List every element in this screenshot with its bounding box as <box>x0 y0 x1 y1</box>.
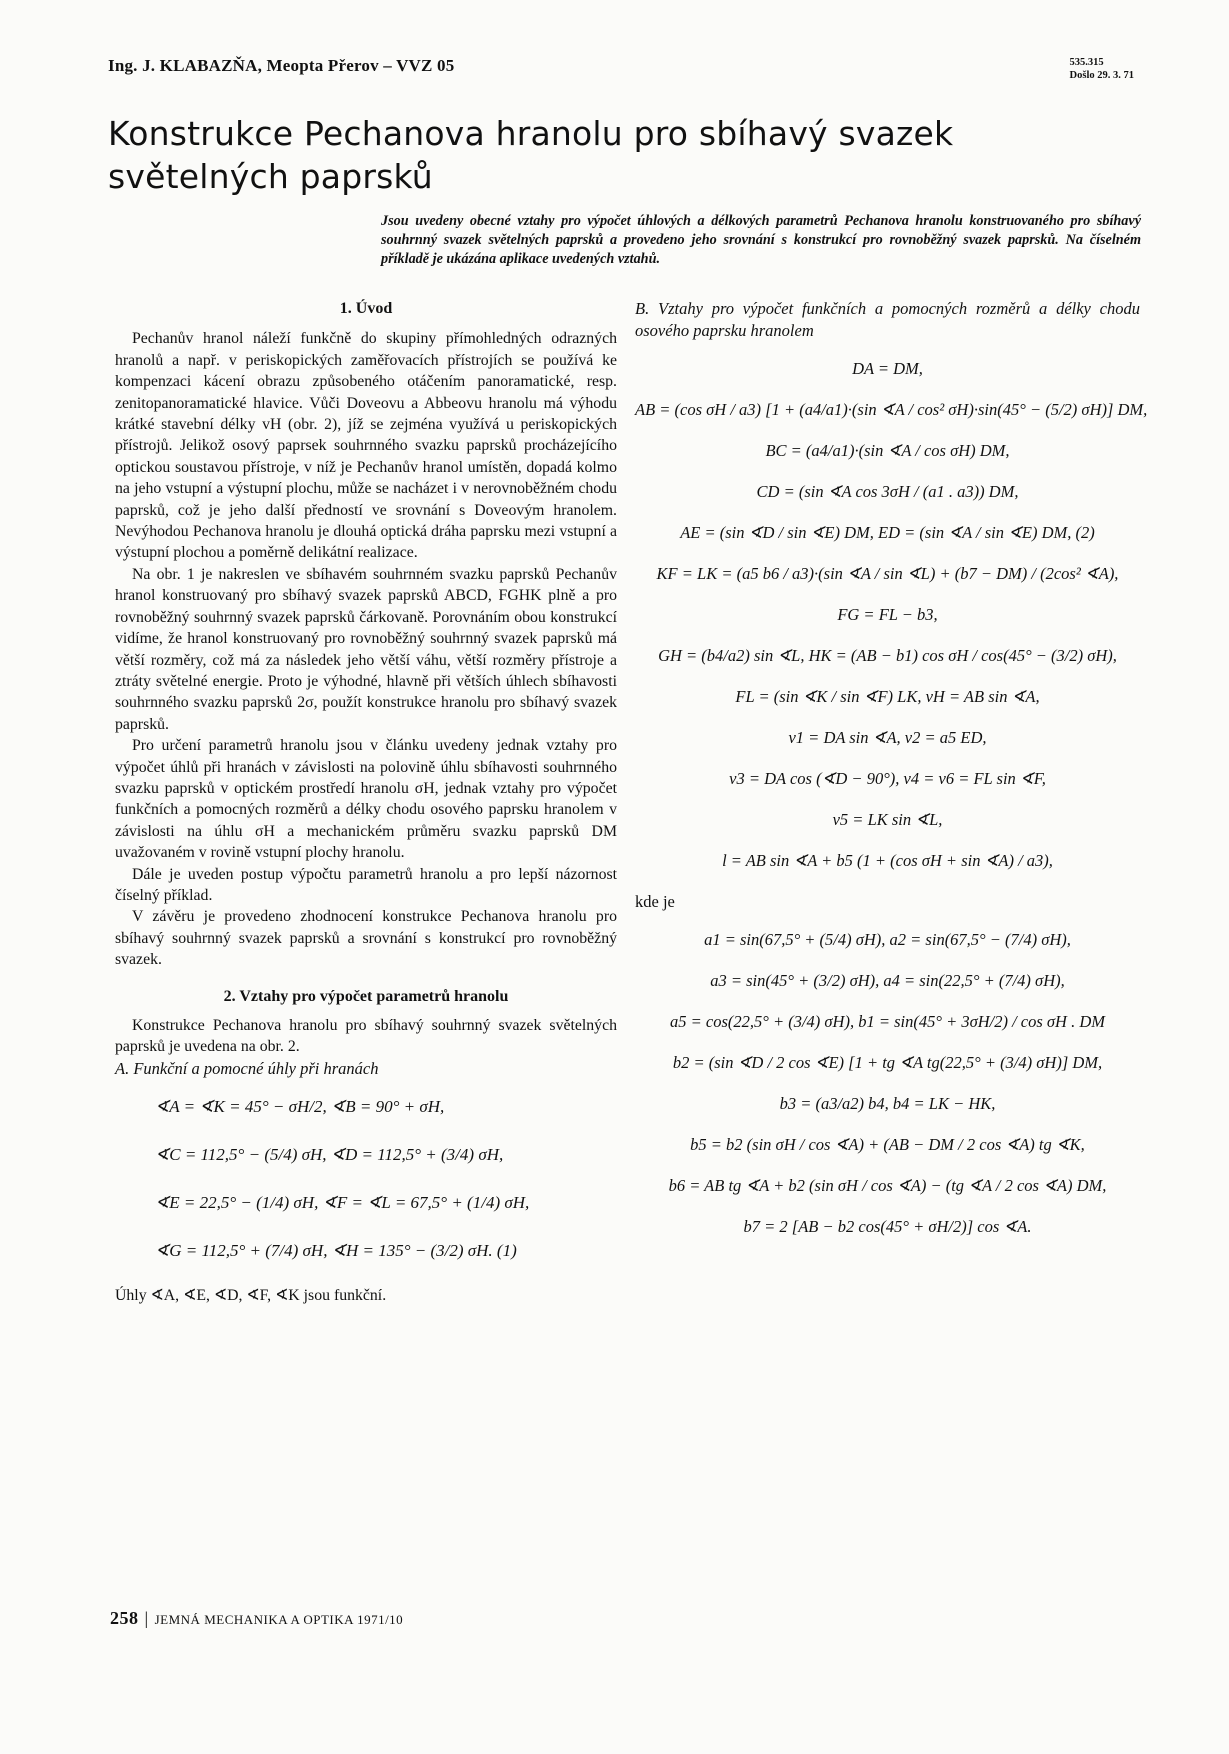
author-line: Ing. J. KLABAZŇA, Meopta Přerov – VVZ 05 <box>108 56 455 75</box>
equation: v3 = DA cos (∢D − 90°), v4 = v6 = FL sin ∢F, <box>729 769 1046 788</box>
equation: AE = (sin ∢D / sin ∢E) DM, ED = (sin ∢A / sin ∢E) DM, (2) <box>680 523 1095 542</box>
equation: a1 = sin(67,5° + (5/4) σH), a2 = sin(67,5° − (7/4) σH), <box>704 930 1071 949</box>
equation: b2 = (sin ∢D / 2 cos ∢E) [1 + tg ∢A tg(22,5° + (3/4) σH)] DM, <box>672 1053 1103 1072</box>
equation: ∢E = 22,5° − (1/4) σH, ∢F = ∢L = 67,5° + (1/4) σH, <box>155 1193 530 1213</box>
page-number: 258 <box>110 1608 139 1628</box>
intro-paragraph: Pechanův hranol náleží funkčně do skupiny přímohledných odrazných hranolů a např. v periskopických zaměřovacích přístrojích se používá ke kompenzaci kácení obrazu způsobeného otáčením panoramatické, resp. zenitopanoramatické hlavice. Vůči Doveovu a Abbeovu hranolu má výhodu krátké stavební délky vH (obr. 2), jíž se zejména využívá u periskopických přístrojů. Jelikož osový paprsek souhrnného svazku paprsků procházejícího optickou soustavou přístroje, v níž je Pechanův hranol umístěn, dopadá kolmo na jeho vstupní a výstupní plochu, může se nacházet i v nerovnoběžném chodu paprsků, což je jeho další předností ve srovnání s Doveovým hranolem. Nevýhodou Pechanova hranolu je dlouhá optická dráha paprsku mezi vstupní a výstupní plochou a poměrně delikátní realizace. <box>115 330 617 562</box>
section-2-heading: 2. Vztahy pro výpočet parametrů hranolu <box>223 987 509 1005</box>
equation: BC = (a4/a1)·(sin ∢A / cos σH) DM, <box>765 441 1010 460</box>
footer-separator: | <box>144 1608 149 1628</box>
received-date: Došlo 29. 3. 71 <box>1069 70 1134 81</box>
subsection-b-heading: B. Vztahy pro výpočet funkčních a pomocných rozměrů a délky chodu osového paprsku hranolem <box>635 299 1140 340</box>
functional-angles-note: Úhly ∢A, ∢E, ∢D, ∢F, ∢K jsou funkční. <box>115 1287 387 1305</box>
equation: ∢G = 112,5° + (7/4) σH, ∢H = 135° − (3/2) σH. (1) <box>155 1241 517 1261</box>
equation: b5 = b2 (sin σH / cos ∢A) + (AB − DM / 2 cos ∢A) tg ∢K, <box>690 1135 1085 1154</box>
page-footer <box>110 1608 403 1629</box>
abstract: Jsou uvedeny obecné vztahy pro výpočet úhlových a délkových parametrů Pechanova hranolu konstruovaného pro sbíhavý souhrnný svazek světelných paprsků a provedeno jeho srovnání s konstrukcí pro rovnoběžný svazek paprsků. Na číselném příkladě je ukázána aplikace uvedených vztahů. <box>381 213 1141 267</box>
equation: b7 = 2 [AB − b2 cos(45° + σH/2)] cos ∢A. <box>743 1217 1032 1236</box>
equation: CD = (sin ∢A cos 3σH / (a1 . a3)) DM, <box>756 482 1019 501</box>
section-2-intro: Konstrukce Pechanova hranolu pro sbíhavý souhrnný svazek světelných paprsků je uvedena na obr. 2. <box>115 1017 617 1056</box>
equation: FG = FL − b3, <box>837 605 938 624</box>
reference-block <box>1070 56 1134 82</box>
left-column <box>115 298 617 1307</box>
equation: a3 = sin(45° + (3/2) σH), a4 = sin(22,5° + (7/4) σH), <box>710 971 1065 990</box>
conclusion-paragraph: V závěru je provedeno zhodnocení konstrukce Pechanova hranolu pro sbíhavý souhrnný svazek paprsků a srovnání s konstrukcí pro rovnoběžný svazek. <box>115 908 617 969</box>
equation: GH = (b4/a2) sin ∢L, HK = (AB − b1) cos σH / cos(45° − (3/2) σH), <box>658 646 1117 665</box>
section-1-heading: 1. Úvod <box>339 300 393 317</box>
equation: b3 = (a3/a2) b4, b4 = LK − HK, <box>779 1094 996 1113</box>
equation: ∢C = 112,5° − (5/4) σH, ∢D = 112,5° + (3/4) σH, <box>155 1145 504 1165</box>
right-column <box>635 298 1148 1257</box>
equation: DA = DM, <box>852 359 923 378</box>
equation: a5 = cos(22,5° + (3/4) σH), b1 = sin(45° + 3σH/2) / cos σH . DM <box>669 1012 1106 1031</box>
procedure-paragraph: Dále je uveden postup výpočtu parametrů hranolu a pro lepší názornost číselný příklad. <box>115 865 617 904</box>
equation: b6 = AB tg ∢A + b2 (sin σH / cos ∢A) − (tg ∢A / 2 cos ∢A) DM, <box>668 1176 1107 1195</box>
equation: v1 = DA sin ∢A, v2 = a5 ED, <box>788 728 987 747</box>
equation: l = AB sin ∢A + b5 (1 + (cos σH + sin ∢A) / a3), <box>722 851 1053 870</box>
angle-equations <box>115 1093 617 1265</box>
subsection-a-heading: A. Funkční a pomocné úhly při hranách <box>115 1058 379 1078</box>
parameters-paragraph: Pro určení parametrů hranolu jsou v článku uvedeny jednak vztahy pro výpočet úhlů při hranách v závislosti na polovině úhlu sbíhavosti souhrnného svazku paprsků v optickém prostředí hranolu σH, jednak vztahy pro výpočet funkčních a pomocných rozměrů a délky chodu osového paprsku hranolem v závislosti na úhlu σH a mechanickém průměru svazku paprsků DM uvažovaném v rovině vstupní plochy hranolu. <box>115 737 617 862</box>
equation: AB = (cos σH / a3) [1 + (a4/a1)·(sin ∢A / cos² σH)·sin(45° − (5/2) σH)] DM, <box>635 400 1148 419</box>
equation: ∢A = ∢K = 45° − σH/2, ∢B = 90° + σH, <box>155 1097 445 1117</box>
udc-code: 535.315 <box>1069 57 1104 68</box>
equation: v5 = LK sin ∢L, <box>832 810 943 829</box>
where-label: kde je <box>635 892 675 911</box>
equation: FL = (sin ∢K / sin ∢F) LK, vH = AB sin ∢A, <box>735 687 1040 706</box>
figure-1-paragraph: Na obr. 1 je nakreslen ve sbíhavém souhrnném svazku paprsků Pechanův hranol konstruovaný pro sbíhavý svazek paprsků ABCD, FGHK plně a pro rovnoběžný souhrnný svazek paprsků čárkovaně. Porovnáním obou konstrukcí vidíme, že hranol konstruovaný pro rovnoběžný souhrnný svazek paprsků má větší rozměry, což má za následek jeho větší váhu, větší rozměry přístroje a ztráty světelné energie. Proto je výhodné, hlavně při větších úhlech sbíhavosti souhrnného svazku paprsků 2σ, použít konstrukce hranolu pro sbíhavý svazek paprsků. <box>115 565 617 733</box>
equation: KF = LK = (a5 b6 / a3)·(sin ∢A / sin ∢L) + (b7 − DM) / (2cos² ∢A), <box>656 564 1119 583</box>
journal-name: JEMNÁ MECHANIKA A OPTIKA 1971/10 <box>154 1612 404 1627</box>
article-title: Konstrukce Pechanova hranolu pro sbíhavý svazek světelných paprsků <box>108 114 954 196</box>
